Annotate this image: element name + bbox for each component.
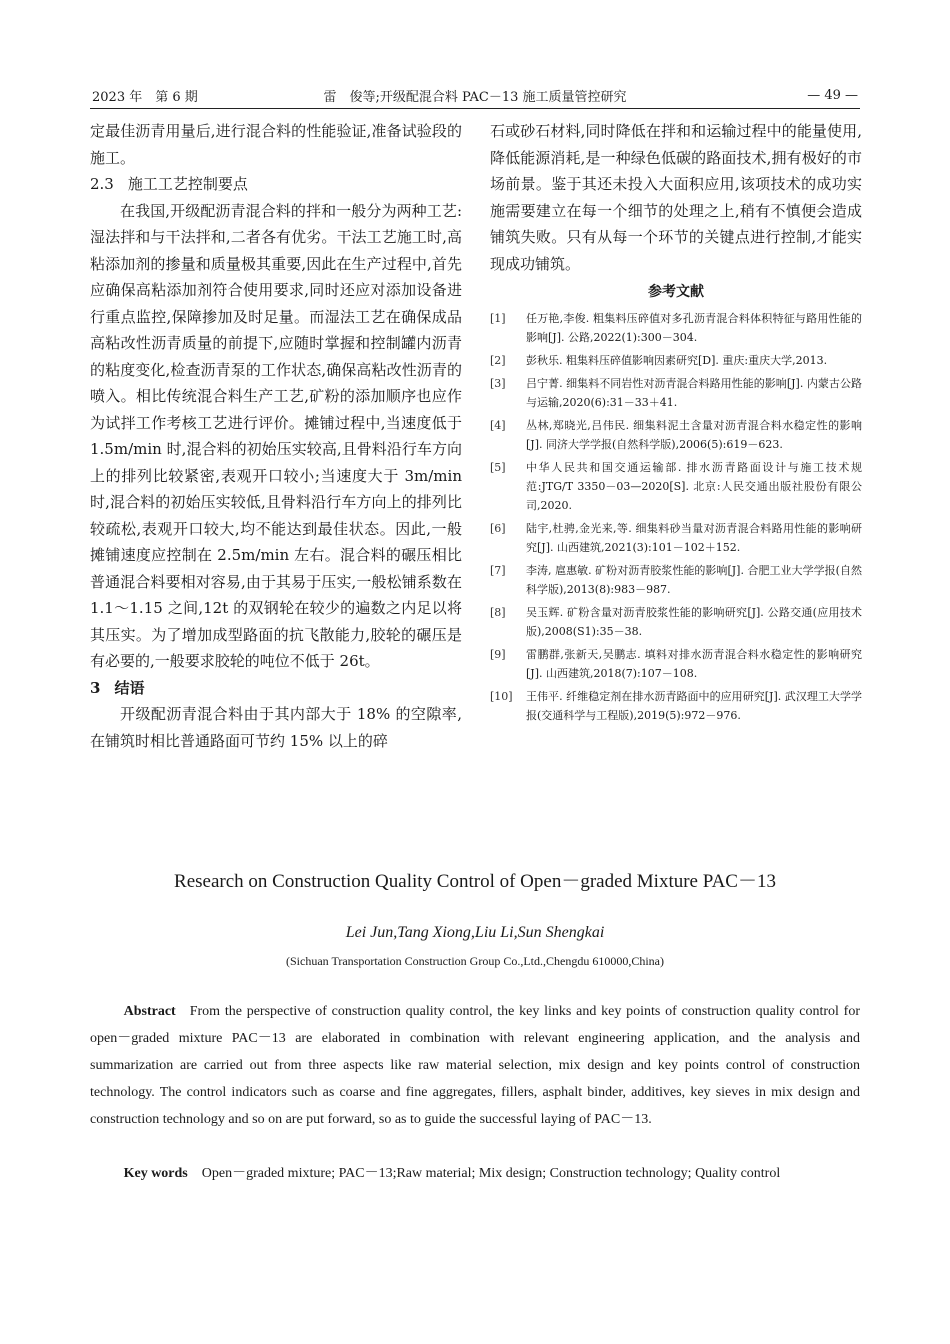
reference-number: [2] <box>490 354 506 367</box>
paragraph: 定最佳沥青用量后,进行混合料的性能验证,准备试验段的施工。 <box>90 122 462 167</box>
reference-number: [9] <box>490 648 506 661</box>
reference-item <box>490 374 862 412</box>
section-heading-2-3 <box>90 171 462 198</box>
reference-item <box>490 561 862 599</box>
paragraph: 开级配沥青混合料由于其内部大于 18% 的空隙率,在铺筑时相比普通路面可节约 15% 以上的碎 <box>90 705 462 750</box>
keywords-text: Open－graded mixture; PAC－13;Raw material; Mix design; Construction technology; Quality control <box>201 1166 781 1181</box>
reference-text: 陆宇,杜骋,金光来,等. 细集料砂当量对沥青混合料路用性能的影响研究[J]. 山西建筑,2021(3):101－102＋152. <box>526 522 862 554</box>
abstract-text: From the perspective of construction quality control, the key links and key points of construction quality control for open－graded mixture PAC－13 are elaborated in combination with relevant engineering application, and the analysis and summarization are carried out from three aspects like raw material selection, mix design and key points control of construction technology. The control indicators such as coarse and fine aggregates, fillers, asphalt binder, additives, key sieves in mix design and construction technology and so on are put forward, so as to guide the successful laying of PAC－13. <box>90 1004 860 1127</box>
reference-text: 丛林,郑晓光,吕伟民. 细集料泥土含量对沥青混合料水稳定性的影响[J]. 同济大学学报(自然科学版),2006(5):619－623. <box>526 419 862 451</box>
reference-number: [7] <box>490 564 506 577</box>
paragraph: 在我国,开级配沥青混合料的拌和一般分为两种工艺:湿法拌和与干法拌和,二者各有优劣。干法工艺施工时,高粘添加剂的掺量和质量极其重要,因此在生产过程中,首先应确保高粘添加剂符合使用要求,同时还应对添加设备进行重点监控,保障掺加及时足量。而湿法工艺在确保成品高粘改性沥青质量的前提下,应随时掌握和控制罐内沥青的粘度变化,检查沥青泵的工作状态,确保高粘改性沥青的喷入。相比传统混合料生产工艺,矿粉的添加顺序也应作为试拌工作考核工艺进行评价。摊铺过程中,当速度低于 1.5m/min 时,混合料的初始压实较高,且骨料沿行车方向上的排列比较紧密,表观开口较小;当速度大于 3m/min 时,混合料的初始压实较低,且骨料沿行车方向上的排列比较疏松,表观开口较大,均不能达到最佳状态。因此,一般摊铺速度应控制在 2.5m/min 左右。混合料的碾压相比普通混合料要相对容易,由于其易于压实,一般松铺系数在 1.1～1.15 之间,12t 的双钢轮在较少的遍数之内足以将其压实。为了增加成型路面的抗飞散能力,胶轮的碾压是有必要的,一般要求胶轮的吨位不低于 26t。 <box>90 201 462 670</box>
reference-text: 彭秋乐. 粗集料压碎值影响因素研究[D]. 重庆:重庆大学,2013. <box>526 354 828 367</box>
reference-item <box>490 351 862 370</box>
abstract-label: Abstract <box>123 1004 176 1019</box>
reference-number: [1] <box>490 312 506 325</box>
reference-item <box>490 309 862 347</box>
header-rule <box>90 108 860 109</box>
reference-list <box>490 309 862 725</box>
reference-text: 王伟平. 纤维稳定剂在排水沥青路面中的应用研究[J]. 武汉理工大学学报(交通科学与工程版),2019(5):972－976. <box>526 690 862 722</box>
reference-item <box>490 687 862 725</box>
reference-number: [4] <box>490 419 506 432</box>
reference-text: 李涛, 扈惠敏. 矿粉对沥青胶浆性能的影响[J]. 合肥工业大学学报(自然科学版),2013(8):983－987. <box>526 564 862 596</box>
page-number: — 49 — <box>807 87 858 103</box>
reference-item <box>490 519 862 557</box>
reference-text: 吴玉辉. 矿粉含量对沥青胶浆性能的影响研究[J]. 公路交通(应用技术版),2008(S1):35－38. <box>526 606 862 638</box>
reference-text: 雷鹏群,张新天,吴鹏志. 填料对排水沥青混合料水稳定性的影响研究[J]. 山西建筑,2018(7):107－108. <box>526 648 862 680</box>
english-authors: Lei Jun,Tang Xiong,Liu Li,Sun Shengkai <box>345 924 605 941</box>
paragraph: 石或砂石材料,同时降低在拌和和运输过程中的能量使用,降低能源消耗,是一种绿色低碳的路面技术,拥有极好的市场前景。鉴于其还未投入大面积应用,该项技术的成功实施需要建立在每一个细节的处理之上,稍有不慎便会造成铺筑失败。只有从每一个环节的关键点进行控制,才能实现成功铺筑。 <box>490 122 862 273</box>
left-column <box>90 118 462 754</box>
section-title: 施工工艺控制要点 <box>127 175 248 193</box>
english-keywords <box>90 1160 860 1187</box>
section-title: 结语 <box>114 678 145 697</box>
reference-number: [3] <box>490 377 506 390</box>
reference-item <box>490 416 862 454</box>
references-heading: 参考文献 <box>648 284 704 300</box>
reference-item <box>490 458 862 515</box>
reference-text: 吕宁菁. 细集料不同岩性对沥青混合料路用性能的影响[J]. 内蒙古公路与运输,2020(6):31－33＋41. <box>526 377 862 409</box>
section-number: 2.3 <box>90 175 114 193</box>
running-header <box>92 84 858 106</box>
section-heading-3 <box>90 675 462 702</box>
right-column <box>490 118 862 729</box>
reference-item <box>490 645 862 683</box>
keywords-label: Key words <box>123 1166 188 1181</box>
reference-number: [5] <box>490 461 506 474</box>
reference-number: [10] <box>490 690 513 703</box>
reference-text: 任万艳,李俊. 粗集料压碎值对多孔沥青混合料体积特征与路用性能的影响[J]. 公路,2022(1):300－304. <box>526 312 862 344</box>
issue-info: 2023 年 第 6 期 <box>92 89 198 105</box>
reference-number: [6] <box>490 522 506 535</box>
english-affiliation: (Sichuan Transportation Construction Group Co.,Ltd.,Chengdu 610000,China) <box>286 954 664 968</box>
english-abstract <box>90 998 860 1133</box>
reference-text: 中华人民共和国交通运输部. 排水沥青路面设计与施工技术规范:JTG/T 3350－03—2020[S]. 北京:人民交通出版社股份有限公司,2020. <box>526 461 862 512</box>
english-title: Research on Construction Quality Control of Open－graded Mixture PAC－13 <box>174 871 776 892</box>
reference-number: [8] <box>490 606 506 619</box>
running-title: 雷 俊等;开级配混合料 PAC－13 施工质量管控研究 <box>323 89 627 105</box>
reference-item <box>490 603 862 641</box>
section-number: 3 <box>90 678 101 697</box>
